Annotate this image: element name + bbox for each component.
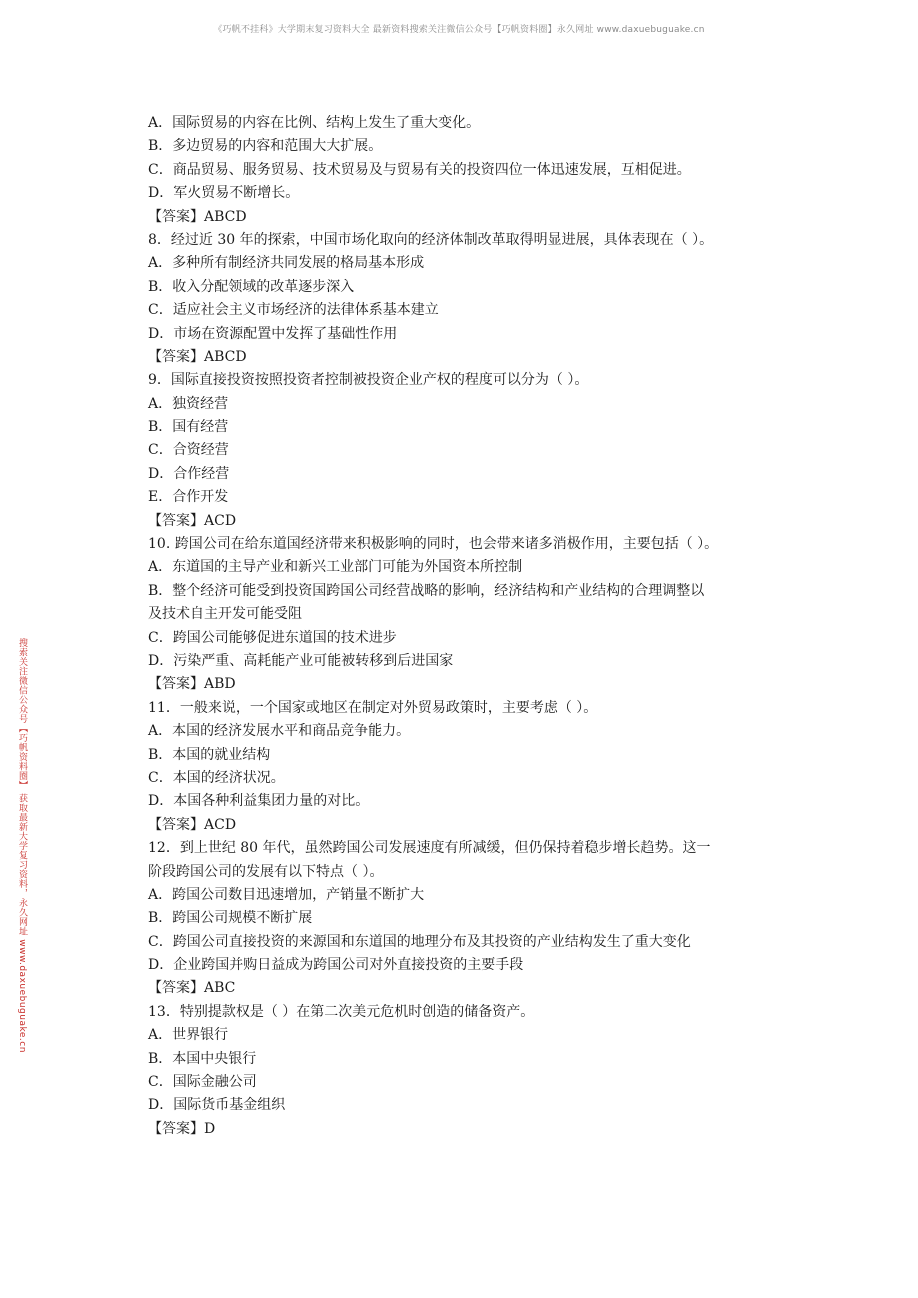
option-line: A．跨国公司数目迅速增加，产销量不断扩大	[148, 886, 425, 903]
option-line: D．市场在资源配置中发挥了基础性作用	[148, 325, 398, 342]
option-line: A．东道国的主导产业和新兴工业部门可能为外国资本所控制	[148, 559, 523, 576]
option-line: C．本国的经济状况。	[148, 769, 285, 786]
question-line-continued: 阶段跨国公司的发展有以下特点（ ）。	[148, 863, 384, 880]
option-line: A．多种所有制经济共同发展的格局基本形成	[148, 255, 425, 272]
option-line: A．世界银行	[148, 1027, 229, 1044]
option-line: A．国际贸易的内容在比例、结构上发生了重大变化。	[148, 115, 481, 131]
option-line: A．本国的经济发展水平和商品竞争能力。	[148, 723, 411, 740]
option-line: B．整个经济可能受到投资国跨国公司经营战略的影响，经济结构和产业结构的合理调整以	[148, 582, 705, 599]
option-line: C．跨国公司直接投资的来源国和东道国的地理分布及其投资的产业结构发生了重大变化	[148, 933, 691, 950]
option-line: D．污染严重、高耗能产业可能被转移到后进国家	[148, 652, 454, 669]
question-line: 10. 跨国公司在给东道国经济带来积极影响的同时，也会带来诸多消极作用，主要包括（ ）。	[148, 536, 719, 553]
option-line: D．军火贸易不断增长。	[148, 185, 300, 202]
option-line: C．适应社会主义市场经济的法律体系基本建立	[148, 302, 439, 319]
answer-line: 【答案】ABD	[148, 676, 236, 693]
question-line: 13．特别提款权是（ ）在第二次美元危机时创造的储备资产。	[148, 1003, 535, 1020]
option-line: D．合作经营	[148, 465, 230, 482]
option-line-continued: 及技术自主开发可能受阻	[148, 606, 302, 623]
answer-line: 【答案】ABCD	[148, 208, 247, 225]
answer-line: 【答案】ABC	[148, 980, 236, 997]
answer-line: 【答案】ACD	[148, 512, 237, 529]
option-line: B．本国的就业结构	[148, 746, 271, 763]
option-line: E．合作开发	[148, 489, 229, 506]
option-line: C．跨国公司能够促进东道国的技术进步	[148, 629, 397, 646]
option-line: C．国际金融公司	[148, 1074, 257, 1091]
answer-line: 【答案】D	[148, 1120, 216, 1137]
option-line: B．多边贸易的内容和范围大大扩展。	[148, 138, 383, 155]
option-line: C．商品贸易、服务贸易、技术贸易及与贸易有关的投资四位一体迅速发展，互相促进。	[148, 161, 691, 178]
option-line: B．收入分配领域的改革逐步深入	[148, 278, 355, 295]
option-line: B．国有经营	[148, 419, 229, 436]
question-line: 12．到上世纪 80 年代，虽然跨国公司发展速度有所减缓，但仍保持着稳步增长趋势。这一	[148, 840, 711, 857]
option-line: D．国际货币基金组织	[148, 1097, 286, 1114]
answer-line: 【答案】ABCD	[148, 348, 247, 365]
option-line: B．本国中央银行	[148, 1050, 257, 1067]
question-line: 11．一般来说，一个国家或地区在制定对外贸易政策时，主要考虑（ ）。	[148, 699, 598, 716]
option-line: D．本国各种利益集团力量的对比。	[148, 793, 370, 810]
side-watermark: 搜索关注微信公众号【巧帆资料圈】 获取最新大学复习资料，永久网址 www.daxuebuguake.cn	[17, 638, 27, 1053]
answer-line: 【答案】ACD	[148, 816, 237, 833]
document-body	[148, 112, 778, 1141]
page-header-watermark: 《巧帆不挂科》大学期末复习资料大全 最新资料搜索关注微信公众号【巧帆资料圈】永久网址 www.daxuebuguake.cn	[213, 25, 705, 35]
option-line: B．跨国公司规模不断扩展	[148, 910, 313, 927]
option-line: C．合资经营	[148, 442, 229, 459]
option-line: A．独资经营	[148, 395, 229, 412]
question-line: 8．经过近 30 年的探索，中国市场化取向的经济体制改革取得明显进展，具体表现在（ ）。	[148, 231, 714, 248]
option-line: D．企业跨国并购日益成为跨国公司对外直接投资的主要手段	[148, 957, 524, 974]
question-line: 9．国际直接投资按照投资者控制被投资企业产权的程度可以分为（ ）。	[148, 372, 589, 389]
